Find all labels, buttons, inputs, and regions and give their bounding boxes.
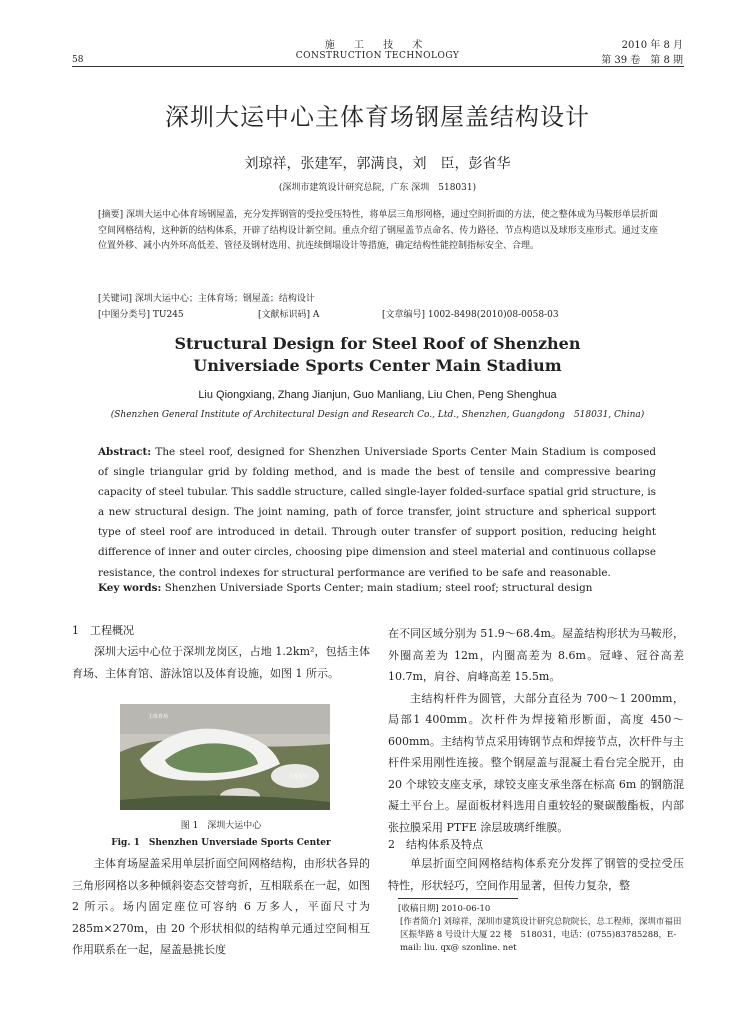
section-1-continued xyxy=(388,623,684,838)
abstract-en xyxy=(98,442,656,583)
paragraph: 单层折面空间网格结构体系充分发挥了钢管的受拉受压特性，形状轻巧，空间作用显著，但传力复杂，整 xyxy=(388,857,684,892)
authors-en: Liu Qiongxiang, Zhang Jianjun, Guo Manliang, Liu Chen, Peng Shenghua xyxy=(198,389,557,401)
paper-title-en-line1: Structural Design for Steel Roof of Shenzhen xyxy=(174,334,581,353)
abstract-en-text: The steel roof, designed for Shenzhen Universiade Sports Center Main Stadium is composed of single triangular grid by folding method, and is made the best of tensile and compressive bearing capacity of steel tubular. This saddle structure, called single-layer folded-surface spatial grid structure, is a new structural design. The joint naming, path of force transfer, joint structure and spherical support type of steel roof are introduced in detail. Through outer transfer of support position, reducing height difference of inner and outer circles, choosing pipe dimension and steel material and continuous collapse resistance, the control indexes for structural performance are verified to be safe and reasonable. xyxy=(98,446,657,579)
header-divider xyxy=(72,66,684,67)
footnote-divider xyxy=(398,898,518,899)
footnote-received: [收稿日期] 2010-06-10 xyxy=(398,904,491,914)
abstract-en-label: Abstract: xyxy=(98,446,152,458)
keywords-cn xyxy=(98,291,315,304)
keywords-cn-label: [关键词] xyxy=(98,294,133,304)
abstract-cn xyxy=(98,208,658,255)
keywords-en-text: Shenzhen Universiade Sports Center; main stadium; steel roof; structural design xyxy=(164,582,593,594)
paragraph: 主体育场屋盖采用单层折面空间网格结构，由形状各异的三角形网格以多种倾斜姿态交替弯折，互相联系在一起，如图 2 所示。场内固定座位可容纳 6 万多人，平面尺寸为 285m×270m，由 20 个形状相似的结构单元通过空间相互作用联系在一起，屋盖悬挑长度 xyxy=(72,857,370,956)
figure-1-caption-cn: 图 1 深圳大运中心 xyxy=(180,821,262,831)
article-number: [文章编号] 1002-8498(2010)08-0058-03 xyxy=(382,310,559,320)
figure-1-label-right: 主体育馆 xyxy=(288,774,309,780)
document-code: [文献标识码] A xyxy=(258,310,320,320)
issue-date: 2010 年 8 月 xyxy=(621,40,683,51)
affiliation-cn: (深圳市建筑设计研究总院，广东 深圳 518031) xyxy=(278,183,477,193)
page-number: 58 xyxy=(72,55,84,65)
paper-title-cn: 深圳大运中心主体育场钢屋盖结构设计 xyxy=(165,103,590,131)
keywords-cn-text: 深圳大运中心；主体育场；钢屋盖；结构设计 xyxy=(134,294,315,304)
journal-title-cn: 施 工 技 术 xyxy=(324,40,431,51)
stadium-photo xyxy=(120,704,330,810)
affiliation-en: (Shenzhen General Institute of Architectural Design and Research Co., Ltd., Shenzhen, Guangdong 518031, China) xyxy=(110,410,645,420)
abstract-cn-text: 深圳大运中心体育场钢屋盖，充分发挥钢管的受拉受压特性，将单层三角形网格，通过空间折面的方法，使之整体成为马鞍形单层折面空间网格结构，这种新的结构体系，开辟了结构设计新空间。重点介绍了钢屋盖节点命名、传力路径、节点构造以及球形支座形式。通过支座位置外移、减小内外环高低差、管径及钢材选用、抗连续倒塌设计等措施，确定结构性能控制指标安全、合理。 xyxy=(98,210,658,252)
figure-1-image xyxy=(120,704,330,810)
figure-1-label-top: 主体育场 xyxy=(148,714,169,720)
section-2-body xyxy=(388,853,684,896)
paragraph: 主结构杆件为圆管，大部分直径为 700～1 200mm，局部1 400mm。次杆件为焊接箱形断面，高度 450～600mm。主结构节点采用铸钢节点和焊接节点，次杆件与主杆件采用刚性连接。整个钢屋盖与混凝土看台完全脱开，由 20 个球铰支座支承，球铰支座支承坐落在标高 6m 的钢筋混凝土平台上。屋面板材料选用自重较轻的聚碳酸酯板，内部张拉膜采用 PTFE 涂层玻璃纤维膜。 xyxy=(388,691,684,834)
paragraph: 在不同区域分别为 51.9～68.4m。屋盖结构形状为马鞍形，外圈高差为 12m，内圈高差为 8.6m。冠峰、冠谷高差 10.7m，肩谷、肩峰高差 15.5m。 xyxy=(388,627,684,683)
paper-title-en-line2: Universiade Sports Center Main Stadium xyxy=(193,356,562,375)
abstract-cn-label: [摘要] xyxy=(98,210,124,220)
section-1-heading: 1 工程概况 xyxy=(72,624,134,637)
issue-volume: 第 39 卷 第 8 期 xyxy=(601,55,683,66)
clc-number: [中图分类号] TU245 xyxy=(98,310,184,320)
figure-1-caption-en: Fig. 1 Shenzhen Unversiade Sports Center xyxy=(111,838,331,848)
keywords-en-label: Key words: xyxy=(98,582,162,594)
paper-title-en xyxy=(0,333,755,377)
section-1-intro xyxy=(72,641,370,684)
section-2-heading: 2 结构体系及特点 xyxy=(388,838,483,851)
authors-cn: 刘琼祥，张建军，郭满良，刘 臣，彭省华 xyxy=(244,156,511,172)
paragraph: 深圳大运中心位于深圳龙岗区，占地 1.2km²，包括主体育场、主体育馆、游泳馆以及体育设施，如图 1 所示。 xyxy=(72,645,370,680)
section-1-body xyxy=(72,853,370,961)
keywords-en xyxy=(98,582,656,594)
journal-title-en: CONSTRUCTION TECHNOLOGY xyxy=(295,51,460,61)
footnote-author: [作者简介] 刘琼祥，深圳市建筑设计研究总院院长，总工程师，深圳市福田区振华路 8 号设计大厦 22 楼 518031，电话：(0755)83785288，E-mail: liu. qx@ szonline. net xyxy=(400,917,682,953)
footnote xyxy=(398,903,684,955)
